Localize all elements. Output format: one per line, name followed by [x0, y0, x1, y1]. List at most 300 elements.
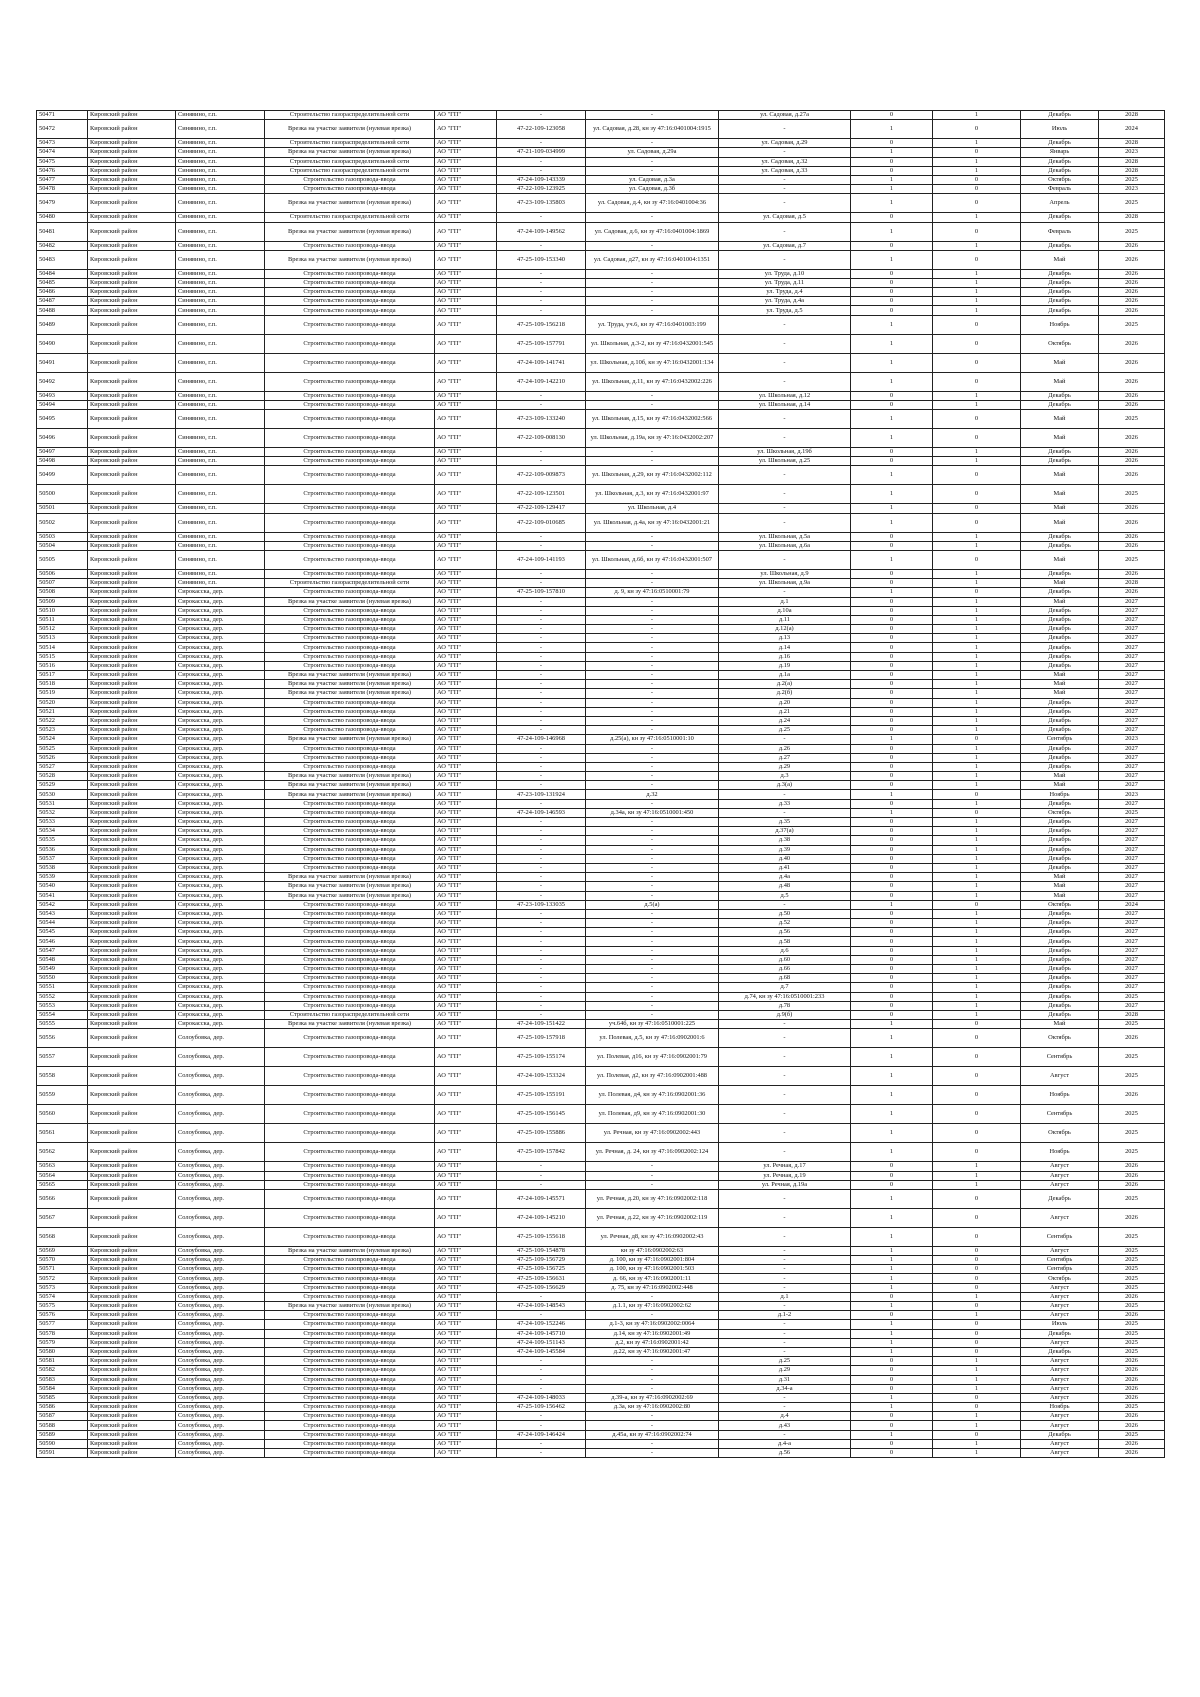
cell-address-with-request: - — [586, 836, 719, 845]
cell-district: Кировский район — [88, 854, 176, 863]
cell-address: - — [719, 315, 851, 334]
table-row — [37, 1449, 1165, 1458]
cell-year: 2025 — [1099, 1048, 1165, 1067]
table-row — [37, 928, 1165, 937]
cell-flag-a: 0 — [851, 698, 933, 707]
cell-address: ул. Речная, д.19 — [719, 1171, 851, 1180]
cell-address-with-request: - — [586, 781, 719, 790]
cell-organization: АО "ГП" — [435, 753, 497, 762]
cell-flag-b: 1 — [933, 541, 1021, 550]
cell-year: 2024 — [1099, 900, 1165, 909]
cell-organization: АО "ГП" — [435, 1010, 497, 1019]
cell-settlement: Сирокасска, дер. — [176, 919, 265, 928]
cell-address: д.12(а) — [719, 625, 851, 634]
cell-request-number: - — [497, 1001, 586, 1010]
cell-request-number: - — [497, 716, 586, 725]
cell-address: ул. Школьная, д.19б — [719, 448, 851, 457]
cell-year: 2027 — [1099, 634, 1165, 643]
cell-district: Кировский район — [88, 391, 176, 400]
cell-address: - — [719, 1086, 851, 1105]
cell-settlement: Сирокасска, дер. — [176, 1010, 265, 1019]
cell-month: Август — [1021, 1384, 1099, 1393]
table-row — [37, 1265, 1165, 1274]
cell-flag-a: 0 — [851, 946, 933, 955]
cell-month: Август — [1021, 1302, 1099, 1311]
table-row — [37, 315, 1165, 334]
cell-settlement: Солоубовка, дер. — [176, 1029, 265, 1048]
cell-month: Декабрь — [1021, 1347, 1099, 1356]
cell-flag-b: 1 — [933, 625, 1021, 634]
cell-month: Декабрь — [1021, 448, 1099, 457]
cell-flag-a: 0 — [851, 992, 933, 1001]
cell-number: 50591 — [37, 1449, 88, 1458]
cell-district: Кировский район — [88, 799, 176, 808]
cell-address-with-request: ул. Речная, д. 24, кн зу 47:16:0902002:124 — [586, 1143, 719, 1162]
cell-address-with-request: - — [586, 1010, 719, 1019]
cell-settlement: Синявино, г.п. — [176, 306, 265, 315]
cell-address-with-request: д.3а, кн зу 47:16:0902002:80 — [586, 1403, 719, 1412]
cell-work-type: Строительство газопровода-ввода — [265, 900, 435, 909]
cell-work-type: Строительство газопровода-ввода — [265, 550, 435, 569]
table-row — [37, 992, 1165, 1001]
cell-month: Декабрь — [1021, 241, 1099, 250]
table-row — [37, 707, 1165, 716]
cell-month: Декабрь — [1021, 845, 1099, 854]
cell-number: 50539 — [37, 873, 88, 882]
cell-request-number: 47-25-109-155191 — [497, 1086, 586, 1105]
cell-month: Май — [1021, 513, 1099, 532]
cell-organization: АО "ГП" — [435, 400, 497, 409]
cell-flag-a: 1 — [851, 1393, 933, 1402]
cell-address-with-request: - — [586, 306, 719, 315]
cell-address-with-request: ул. Садовая, д27, кн зу 47:16:0401004:1351 — [586, 250, 719, 269]
cell-organization: АО "ГП" — [435, 1412, 497, 1421]
cell-flag-b: 1 — [933, 652, 1021, 661]
table-row — [37, 689, 1165, 698]
cell-number: 50507 — [37, 579, 88, 588]
cell-work-type: Строительство газопровода-ввода — [265, 1189, 435, 1208]
cell-address-with-request: д. 100, кн зу 47:16:0902001:503 — [586, 1265, 719, 1274]
cell-flag-a: 0 — [851, 606, 933, 615]
cell-settlement: Солоубовка, дер. — [176, 1311, 265, 1320]
cell-flag-a: 0 — [851, 457, 933, 466]
cell-number: 50514 — [37, 643, 88, 652]
cell-request-number: - — [497, 882, 586, 891]
cell-address-with-request: ул. Школьная, д.4 — [586, 504, 719, 513]
cell-flag-a: 0 — [851, 928, 933, 937]
cell-month: Август — [1021, 1357, 1099, 1366]
cell-flag-b: 1 — [933, 1010, 1021, 1019]
cell-flag-a: 1 — [851, 250, 933, 269]
cell-district: Кировский район — [88, 1302, 176, 1311]
cell-organization: АО "ГП" — [435, 909, 497, 918]
cell-organization: АО "ГП" — [435, 597, 497, 606]
cell-flag-b: 0 — [933, 735, 1021, 744]
table-row — [37, 1124, 1165, 1143]
table-row — [37, 1274, 1165, 1283]
cell-flag-b: 1 — [933, 1001, 1021, 1010]
cell-settlement: Солоубовка, дер. — [176, 1283, 265, 1292]
cell-year: 2025 — [1099, 1256, 1165, 1265]
cell-organization: АО "ГП" — [435, 306, 497, 315]
cell-settlement: Синявино, г.п. — [176, 513, 265, 532]
cell-work-type: Врезка на участке заявителя (нулевая врезка) — [265, 671, 435, 680]
cell-flag-a: 0 — [851, 139, 933, 148]
cell-month: Декабрь — [1021, 532, 1099, 541]
cell-address-with-request: - — [586, 955, 719, 964]
cell-district: Кировский район — [88, 1338, 176, 1347]
cell-flag-b: 1 — [933, 891, 1021, 900]
cell-settlement: Синявино, г.п. — [176, 579, 265, 588]
cell-flag-b: 1 — [933, 634, 1021, 643]
cell-year: 2027 — [1099, 873, 1165, 882]
cell-district: Кировский район — [88, 513, 176, 532]
cell-year: 2026 — [1099, 278, 1165, 287]
cell-address-with-request: - — [586, 680, 719, 689]
cell-request-number: - — [497, 1292, 586, 1301]
cell-settlement: Синявино, г.п. — [176, 148, 265, 157]
cell-request-number: - — [497, 1421, 586, 1430]
table-row — [37, 652, 1165, 661]
cell-address-with-request: ул. Полевая, д4, кн зу 47:16:0902001:36 — [586, 1086, 719, 1105]
cell-flag-a: 1 — [851, 1189, 933, 1208]
cell-settlement: Синявино, г.п. — [176, 466, 265, 485]
table-row — [37, 1347, 1165, 1356]
cell-number: 50505 — [37, 550, 88, 569]
cell-address-with-request: - — [586, 213, 719, 222]
cell-district: Кировский район — [88, 1375, 176, 1384]
cell-organization: АО "ГП" — [435, 1329, 497, 1338]
cell-address: д.26 — [719, 744, 851, 753]
cell-month: Май — [1021, 680, 1099, 689]
cell-flag-b: 0 — [933, 1338, 1021, 1347]
cell-address-with-request: д. 9, кн зу 47:16:0510001:79 — [586, 588, 719, 597]
cell-request-number: - — [497, 799, 586, 808]
cell-flag-a: 1 — [851, 1246, 933, 1255]
cell-address-with-request: - — [586, 726, 719, 735]
cell-settlement: Синявино, г.п. — [176, 166, 265, 175]
cell-number: 50547 — [37, 946, 88, 955]
cell-work-type: Строительство газопровода-ввода — [265, 1384, 435, 1393]
cell-year: 2027 — [1099, 716, 1165, 725]
cell-month: Май — [1021, 504, 1099, 513]
cell-organization: АО "ГП" — [435, 974, 497, 983]
cell-flag-a: 0 — [851, 827, 933, 836]
cell-request-number: - — [497, 689, 586, 698]
cell-month: Декабрь — [1021, 541, 1099, 550]
cell-organization: АО "ГП" — [435, 698, 497, 707]
cell-flag-b: 0 — [933, 1067, 1021, 1086]
cell-settlement: Солоубовка, дер. — [176, 1189, 265, 1208]
cell-month: Май — [1021, 250, 1099, 269]
cell-address: д.38 — [719, 836, 851, 845]
cell-settlement: Синявино, г.п. — [176, 448, 265, 457]
cell-flag-a: 1 — [851, 175, 933, 184]
cell-organization: АО "ГП" — [435, 175, 497, 184]
cell-flag-b: 1 — [933, 772, 1021, 781]
cell-address-with-request: - — [586, 1001, 719, 1010]
table-row — [37, 334, 1165, 353]
cell-flag-a: 0 — [851, 909, 933, 918]
table-row — [37, 1048, 1165, 1067]
cell-work-type: Строительство газопровода-ввода — [265, 965, 435, 974]
cell-number: 50589 — [37, 1430, 88, 1439]
cell-settlement: Сирокасска, дер. — [176, 790, 265, 799]
cell-year: 2026 — [1099, 241, 1165, 250]
cell-work-type: Строительство газопровода-ввода — [265, 808, 435, 817]
cell-month: Май — [1021, 781, 1099, 790]
table-row — [37, 466, 1165, 485]
cell-month: Октябрь — [1021, 1124, 1099, 1143]
table-row — [37, 643, 1165, 652]
cell-number: 50516 — [37, 661, 88, 670]
cell-district: Кировский район — [88, 965, 176, 974]
cell-address: д.20 — [719, 698, 851, 707]
cell-settlement: Сирокасска, дер. — [176, 744, 265, 753]
cell-settlement: Сирокасска, дер. — [176, 772, 265, 781]
cell-number: 50567 — [37, 1208, 88, 1227]
cell-organization: АО "ГП" — [435, 194, 497, 213]
cell-request-number: - — [497, 744, 586, 753]
cell-flag-b: 0 — [933, 1246, 1021, 1255]
cell-flag-b: 0 — [933, 1403, 1021, 1412]
cell-year: 2026 — [1099, 429, 1165, 448]
cell-month: Май — [1021, 579, 1099, 588]
cell-settlement: Синявино, г.п. — [176, 157, 265, 166]
cell-work-type: Строительство газопровода-ввода — [265, 1171, 435, 1180]
cell-settlement: Солоубовка, дер. — [176, 1302, 265, 1311]
cell-work-type: Строительство газораспределительной сети — [265, 213, 435, 222]
cell-flag-a: 1 — [851, 429, 933, 448]
cell-flag-b: 0 — [933, 1020, 1021, 1029]
cell-organization: АО "ГП" — [435, 818, 497, 827]
cell-work-type: Строительство газопровода-ввода — [265, 1067, 435, 1086]
cell-address-with-request: д.45а, кн зу 47:16:0902002:74 — [586, 1430, 719, 1439]
cell-work-type: Строительство газопровода-ввода — [265, 1320, 435, 1329]
cell-number: 50488 — [37, 306, 88, 315]
cell-month: Декабрь — [1021, 827, 1099, 836]
cell-flag-a: 0 — [851, 391, 933, 400]
cell-flag-b: 1 — [933, 744, 1021, 753]
cell-flag-b: 1 — [933, 661, 1021, 670]
cell-address-with-request: ул. Речная, д.22, кн зу 47:16:0902002:119 — [586, 1208, 719, 1227]
cell-address-with-request: д.5(а) — [586, 900, 719, 909]
cell-address: д.2(а) — [719, 680, 851, 689]
cell-organization: АО "ГП" — [435, 671, 497, 680]
cell-month: Май — [1021, 410, 1099, 429]
cell-request-number: - — [497, 1180, 586, 1189]
cell-flag-b: 0 — [933, 1124, 1021, 1143]
cell-request-number: - — [497, 965, 586, 974]
cell-number: 50495 — [37, 410, 88, 429]
cell-settlement: Синявино, г.п. — [176, 175, 265, 184]
cell-work-type: Строительство газопровода-ввода — [265, 391, 435, 400]
cell-year: 2026 — [1099, 1208, 1165, 1227]
cell-number: 50574 — [37, 1292, 88, 1301]
cell-month: Май — [1021, 873, 1099, 882]
table-row — [37, 429, 1165, 448]
cell-organization: АО "ГП" — [435, 250, 497, 269]
cell-settlement: Солоубовка, дер. — [176, 1357, 265, 1366]
cell-address: д.1 — [719, 597, 851, 606]
cell-flag-a: 0 — [851, 652, 933, 661]
cell-month: Декабрь — [1021, 457, 1099, 466]
cell-district: Кировский район — [88, 1292, 176, 1301]
cell-district: Кировский район — [88, 726, 176, 735]
cell-month: Декабрь — [1021, 965, 1099, 974]
cell-settlement: Сирокасска, дер. — [176, 836, 265, 845]
cell-district: Кировский район — [88, 689, 176, 698]
cell-flag-b: 0 — [933, 466, 1021, 485]
cell-work-type: Врезка на участке заявителя (нулевая врезка) — [265, 1020, 435, 1029]
cell-address: - — [719, 148, 851, 157]
cell-month: Декабрь — [1021, 269, 1099, 278]
cell-district: Кировский район — [88, 241, 176, 250]
cell-work-type: Строительство газопровода-ввода — [265, 946, 435, 955]
cell-year: 2026 — [1099, 391, 1165, 400]
cell-month: Сентябрь — [1021, 1048, 1099, 1067]
cell-flag-a: 1 — [851, 1227, 933, 1246]
cell-request-number: - — [497, 854, 586, 863]
cell-district: Кировский район — [88, 992, 176, 1001]
cell-address-with-request: д. 100, кн зу 47:16:0902001:804 — [586, 1256, 719, 1265]
cell-work-type: Строительство газопровода-ввода — [265, 429, 435, 448]
cell-month: Август — [1021, 1208, 1099, 1227]
gasification-table — [36, 110, 1165, 1458]
cell-address: - — [719, 1105, 851, 1124]
cell-address-with-request: - — [586, 928, 719, 937]
cell-month: Октябрь — [1021, 1274, 1099, 1283]
cell-month: Декабрь — [1021, 391, 1099, 400]
table-row — [37, 139, 1165, 148]
cell-work-type: Строительство газопровода-ввода — [265, 854, 435, 863]
cell-month: Декабрь — [1021, 111, 1099, 120]
table-row — [37, 974, 1165, 983]
table-row — [37, 919, 1165, 928]
cell-flag-b: 1 — [933, 707, 1021, 716]
cell-flag-a: 1 — [851, 1105, 933, 1124]
cell-flag-b: 1 — [933, 213, 1021, 222]
cell-month: Декабрь — [1021, 818, 1099, 827]
cell-address: д.37(а) — [719, 827, 851, 836]
cell-year: 2027 — [1099, 680, 1165, 689]
cell-address: д.4-а — [719, 1439, 851, 1448]
cell-work-type: Строительство газопровода-ввода — [265, 992, 435, 1001]
cell-month: Май — [1021, 372, 1099, 391]
cell-number: 50578 — [37, 1329, 88, 1338]
table-row — [37, 250, 1165, 269]
cell-flag-a: 0 — [851, 974, 933, 983]
cell-organization: АО "ГП" — [435, 919, 497, 928]
cell-district: Кировский район — [88, 111, 176, 120]
cell-month: Сентябрь — [1021, 1256, 1099, 1265]
cell-work-type: Врезка на участке заявителя (нулевая врезка) — [265, 891, 435, 900]
cell-year: 2026 — [1099, 372, 1165, 391]
cell-flag-b: 1 — [933, 278, 1021, 287]
cell-district: Кировский район — [88, 157, 176, 166]
cell-work-type: Строительство газопровода-ввода — [265, 707, 435, 716]
cell-district: Кировский район — [88, 707, 176, 716]
cell-address-with-request: - — [586, 1449, 719, 1458]
cell-request-number: - — [497, 680, 586, 689]
cell-work-type: Строительство газопровода-ввода — [265, 919, 435, 928]
cell-request-number: 47-24-109-145710 — [497, 1329, 586, 1338]
cell-work-type: Врезка на участке заявителя (нулевая врезка) — [265, 597, 435, 606]
cell-number: 50555 — [37, 1020, 88, 1029]
cell-settlement: Синявино, г.п. — [176, 185, 265, 194]
cell-work-type: Строительство газопровода-ввода — [265, 1180, 435, 1189]
cell-work-type: Строительство газопровода-ввода — [265, 541, 435, 550]
cell-work-type: Строительство газопровода-ввода — [265, 175, 435, 184]
cell-organization: АО "ГП" — [435, 269, 497, 278]
cell-request-number: - — [497, 781, 586, 790]
cell-request-number: - — [497, 772, 586, 781]
cell-organization: АО "ГП" — [435, 1274, 497, 1283]
cell-year: 2027 — [1099, 863, 1165, 872]
cell-request-number: - — [497, 541, 586, 550]
table-row — [37, 1010, 1165, 1019]
cell-flag-a: 0 — [851, 1384, 933, 1393]
cell-flag-b: 1 — [933, 818, 1021, 827]
cell-flag-a: 0 — [851, 634, 933, 643]
cell-year: 2025 — [1099, 1274, 1165, 1283]
cell-address-with-request: - — [586, 166, 719, 175]
cell-address-with-request: - — [586, 671, 719, 680]
cell-settlement: Синявино, г.п. — [176, 429, 265, 448]
cell-request-number: - — [497, 1311, 586, 1320]
cell-flag-a: 1 — [851, 1403, 933, 1412]
cell-organization: АО "ГП" — [435, 854, 497, 863]
cell-flag-b: 0 — [933, 1208, 1021, 1227]
cell-number: 50587 — [37, 1412, 88, 1421]
table-row — [37, 457, 1165, 466]
cell-address-with-request: ул. Школьная, д.3-2, кн зу 47:16:0432001:545 — [586, 334, 719, 353]
table-row — [37, 726, 1165, 735]
cell-settlement: Синявино, г.п. — [176, 241, 265, 250]
cell-number: 50528 — [37, 772, 88, 781]
cell-organization: АО "ГП" — [435, 1357, 497, 1366]
table-row — [37, 1320, 1165, 1329]
cell-work-type: Строительство газопровода-ввода — [265, 1412, 435, 1421]
cell-address-with-request: - — [586, 541, 719, 550]
cell-address-with-request: д.22, кн зу 47:16:0902001:47 — [586, 1347, 719, 1356]
cell-address: - — [719, 1302, 851, 1311]
cell-address-with-request: д.34а, кн зу 47:16:0510001:450 — [586, 808, 719, 817]
cell-work-type: Строительство газопровода-ввода — [265, 334, 435, 353]
cell-settlement: Сирокасска, дер. — [176, 818, 265, 827]
cell-month: Август — [1021, 1393, 1099, 1402]
cell-flag-a: 1 — [851, 1265, 933, 1274]
cell-work-type: Строительство газопровода-ввода — [265, 297, 435, 306]
cell-address: - — [719, 429, 851, 448]
cell-year: 2027 — [1099, 762, 1165, 771]
cell-work-type: Строительство газопровода-ввода — [265, 1329, 435, 1338]
cell-flag-a: 1 — [851, 1086, 933, 1105]
cell-flag-a: 1 — [851, 1338, 933, 1347]
cell-settlement: Сирокасска, дер. — [176, 671, 265, 680]
cell-district: Кировский район — [88, 306, 176, 315]
cell-work-type: Строительство газопровода-ввода — [265, 1347, 435, 1356]
cell-number: 50560 — [37, 1105, 88, 1124]
cell-organization: АО "ГП" — [435, 1439, 497, 1448]
cell-request-number: - — [497, 652, 586, 661]
cell-year: 2028 — [1099, 157, 1165, 166]
table-row — [37, 799, 1165, 808]
cell-address-with-request: - — [586, 762, 719, 771]
cell-month: Декабрь — [1021, 278, 1099, 287]
cell-number: 50526 — [37, 753, 88, 762]
cell-flag-a: 1 — [851, 1208, 933, 1227]
